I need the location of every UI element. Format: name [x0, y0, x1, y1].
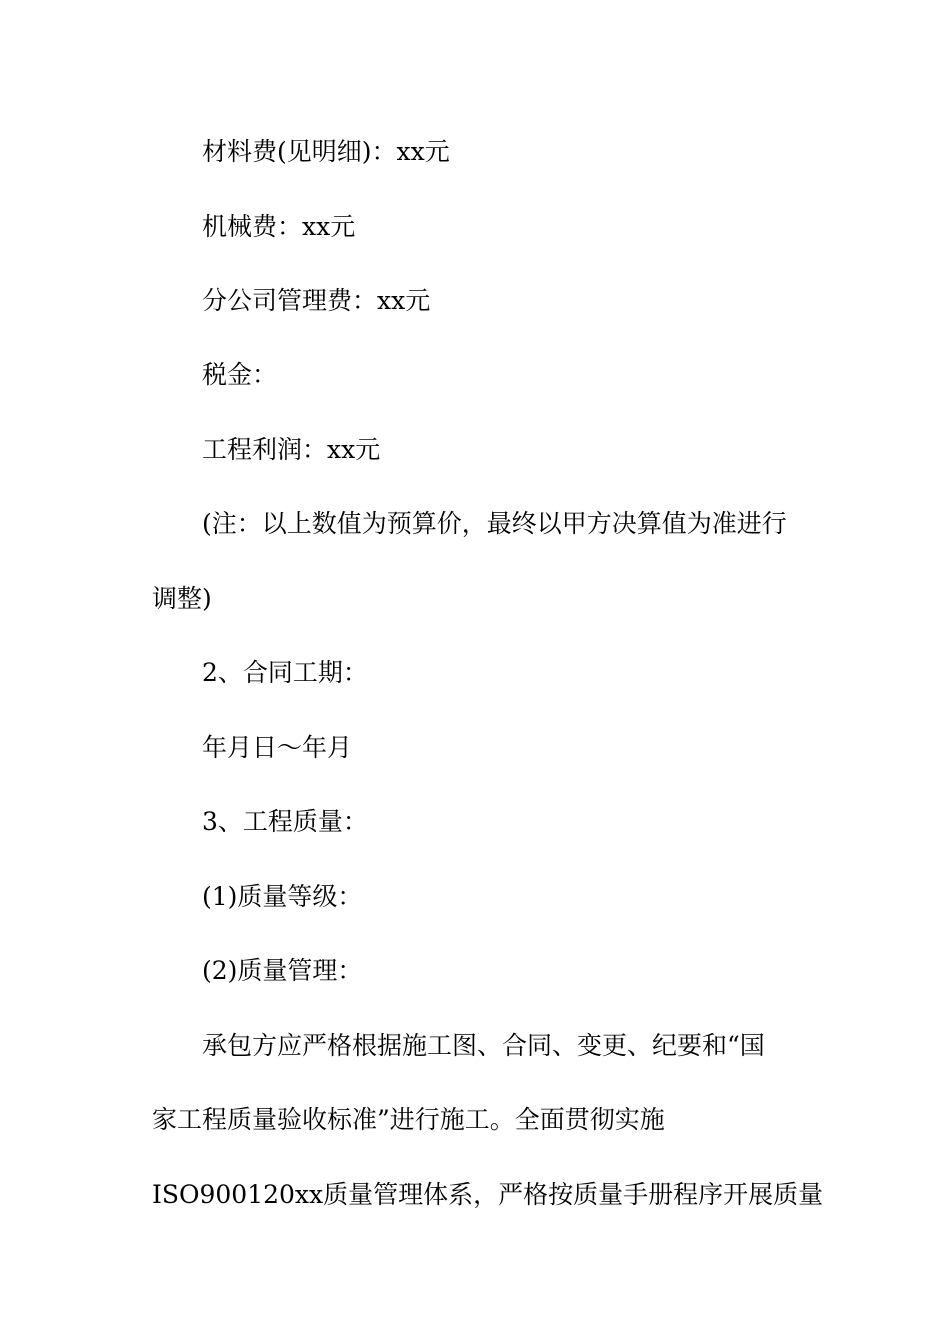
tax-line: 税金： [202, 360, 278, 389]
machinery-cost-line: 机械费：xx元 [202, 212, 356, 241]
project-quality-heading: 3、工程质量： [202, 807, 368, 836]
paragraph-line: 承包方应严格根据施工图、合同、变更、纪要和“国 [202, 1031, 765, 1060]
paragraph-line: ISO900120xx质量管理体系，严格按质量手册程序开展质量 [152, 1180, 824, 1209]
quality-management-line: (2)质量管理： [202, 956, 363, 985]
paragraph-line: 家工程质量验收标准”进行施工。全面贯彻实施 [152, 1105, 665, 1134]
project-profit-line: 工程利润：xx元 [202, 435, 381, 464]
contract-period-heading: 2、合同工期： [202, 658, 368, 687]
quality-grade-line: (1)质量等级： [202, 882, 363, 911]
contract-period-value: 年月日～年月 [202, 733, 353, 762]
note-line: (注：以上数值为预算价，最终以甲方决算值为准进行 [202, 509, 787, 538]
material-cost-line: 材料费(见明细)：xx元 [202, 137, 450, 166]
branch-management-fee-line: 分公司管理费：xx元 [202, 286, 431, 315]
note-line-continued: 调整) [152, 584, 212, 613]
